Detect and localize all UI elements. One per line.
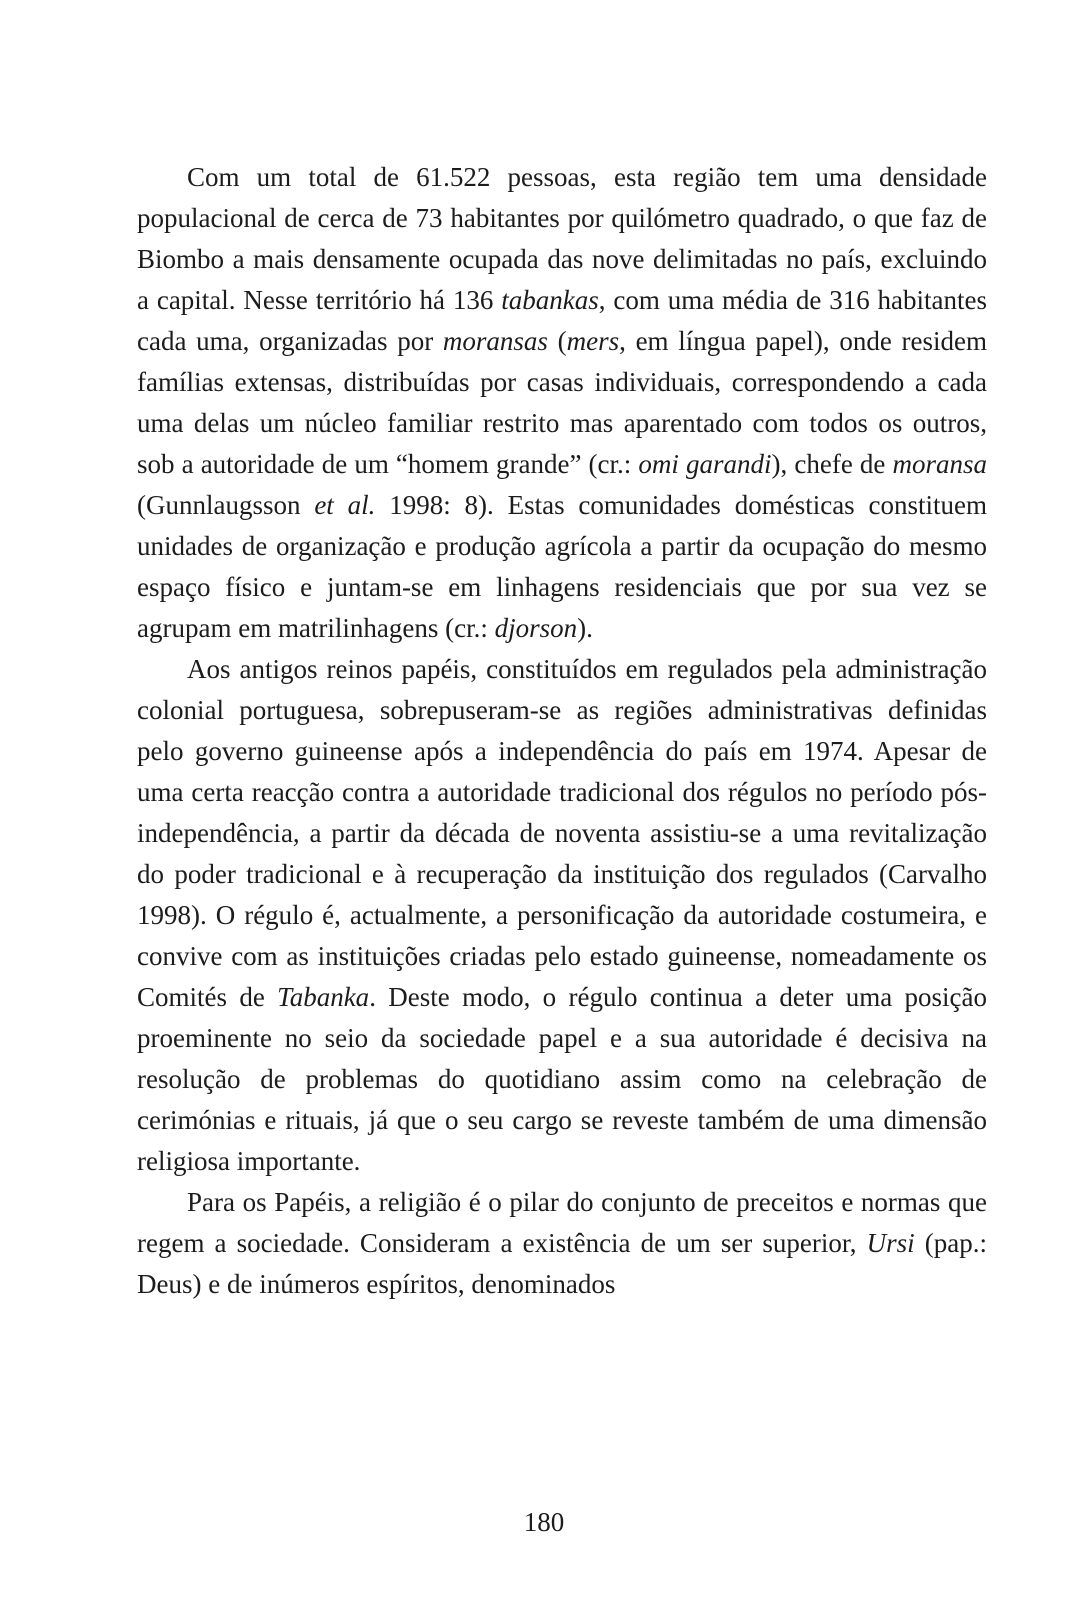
text-run: , com uma média de 316 habitantes cada uma, organizadas por xyxy=(137,285,988,356)
text-run: 1998: 8). Estas comunidades domésticas constituem unidades de organização e produção agrícola a partir da ocupação do mesmo espaço físico e juntam-se em linhagens residenciais que por sua vez se agrupam em matrilinhagens (cr.: xyxy=(137,490,987,643)
text-run: ). xyxy=(577,613,593,643)
text-run: , em língua papel), onde residem famílias extensas, distribuídas por casas individuais, correspondendo a cada uma delas um núcleo familiar restrito mas aparentado com todos os outros, sob a autoridade de um “homem grande” (cr.: xyxy=(137,326,987,479)
text-run: (Gunnlaugsson xyxy=(137,490,315,520)
italic-term: tabankas xyxy=(501,285,599,315)
italic-term: moransa xyxy=(892,449,988,479)
text-run: Aos antigos reinos papéis, constituídos em regulados pela administração colonial portuguesa, sobrepuseram-se as regiões administrativas definidas pelo governo guineense após a independência do país em 1974. Apesar de uma certa reacção contra a autoridade tradicional dos régulos no período pós-independência, a partir da década de noventa assistiu-se a uma revitalização do poder tradicional e à recuperação da instituição dos regulados (Carvalho 1998). O régulo é, actualmente, a personificação da autoridade costumeira, e convive com as instituições criadas pelo estado guineense, nomeadamente os Comités de xyxy=(137,654,987,1012)
page-number: 180 xyxy=(523,1507,565,1537)
italic-term: mers xyxy=(566,326,620,356)
italic-term: djorson xyxy=(494,613,578,643)
italic-term: omi garandi xyxy=(638,449,772,479)
italic-term: moransas xyxy=(442,326,548,356)
page-body xyxy=(137,157,987,1305)
italic-term: Ursi xyxy=(866,1228,915,1258)
text-run: ), chefe de xyxy=(771,449,893,479)
text-run: Com um total de 61.522 pessoas, esta região tem uma densidade populacional de cerca de 73 habitantes por quilómetro quadrado, o que faz de Biombo a mais densamente ocupada das nove delimitadas no país, excluindo a capital. Nesse território há 136 xyxy=(137,162,987,315)
italic-term: et al. xyxy=(314,490,376,520)
text-run: (pap.: Deus) e de inúmeros espíritos, denominados xyxy=(137,1228,987,1299)
paragraph-2 xyxy=(137,649,987,1182)
paragraph-1 xyxy=(137,157,987,649)
text-run: Para os Papéis, a religião é o pilar do conjunto de preceitos e normas que regem a sociedade. Consideram a existência de um ser superior, xyxy=(137,1187,987,1258)
text-run: ( xyxy=(547,326,567,356)
italic-term: Tabanka xyxy=(277,982,370,1012)
paragraph-3 xyxy=(137,1182,987,1305)
text-run: . Deste modo, o régulo continua a deter uma posição proeminente no seio da sociedade papel e a sua autoridade é decisiva na resolução de problemas do quotidiano assim como na celebração de cerimónias e rituais, já que o seu cargo se reveste também de uma dimensão religiosa importante. xyxy=(137,982,987,1176)
